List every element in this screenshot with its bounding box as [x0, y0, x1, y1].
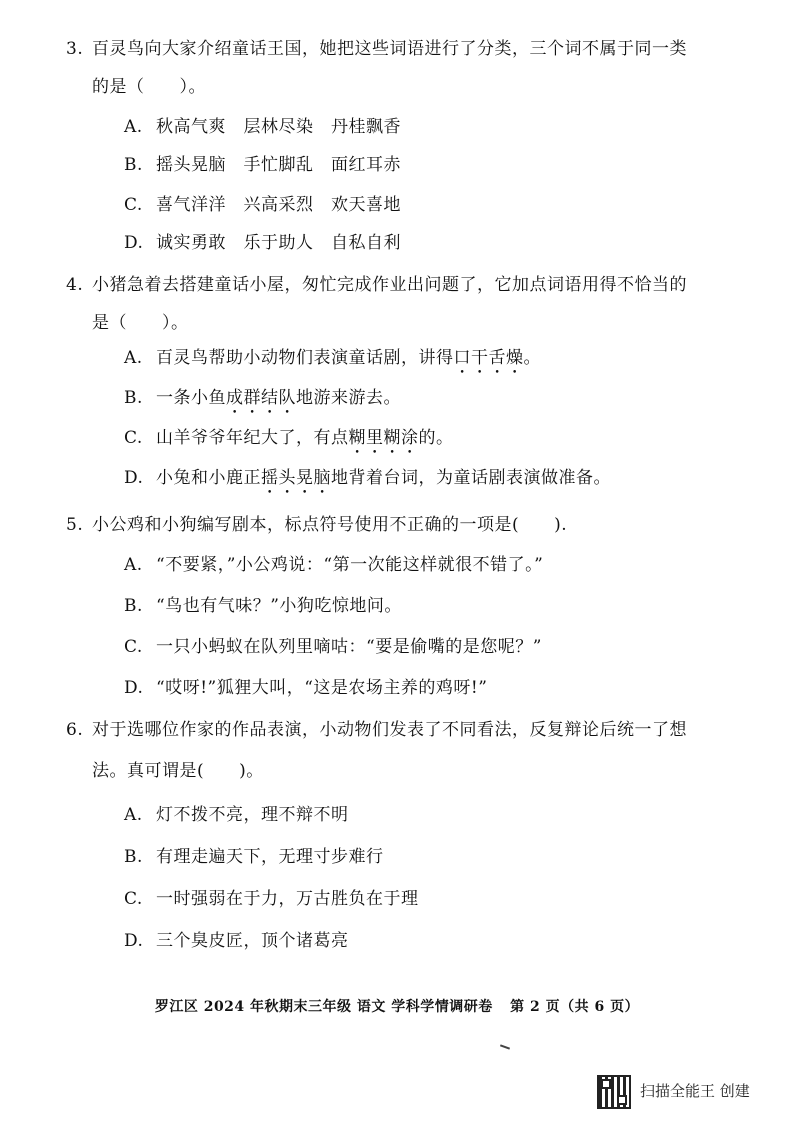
question-text: 的是（ ）。 — [92, 77, 206, 97]
option-label: B. — [124, 596, 143, 616]
page-info: 第 2 页（共 6 页） — [510, 999, 640, 1015]
scan-speck — [500, 1044, 510, 1049]
question-text: 百灵鸟向大家介绍童话王国，她把这些词语进行了分类，三个词不属于同一类 — [92, 39, 687, 59]
qr-code-icon — [597, 1075, 631, 1109]
option-label: D. — [124, 931, 144, 951]
option-text: “不要紧，”小公鸡说：“第一次能这样就很不错了。” — [156, 555, 544, 575]
option-text: 三个臭皮匠，顶个诸葛亮 — [156, 931, 349, 951]
option-label: A. — [124, 555, 143, 575]
option-label: D. — [124, 233, 144, 253]
option-text: 小兔和小鹿正摇头晃脑地背着台词，为童话剧表演做准备。 — [156, 468, 611, 488]
emphasized-phrase: 摇头晃脑 — [261, 468, 331, 488]
question-text: 小公鸡和小狗编写剧本，标点符号使用不正确的一项是( ). — [92, 515, 568, 535]
option-text: 秋高气爽 层林尽染 丹桂飘香 — [156, 117, 401, 137]
option-text: 百灵鸟帮助小动物们表演童话剧，讲得口干舌燥。 — [156, 348, 541, 368]
option-label: A. — [124, 117, 143, 137]
question-text: 小猪急着去搭建童话小屋，匆忙完成作业出问题了，它加点词语用得不恰当的 — [92, 275, 687, 295]
emphasized-phrase: 糊里糊涂 — [348, 428, 419, 448]
option-text: “哎呀!”狐狸大叫，“这是农场主养的鸡呀!” — [156, 678, 488, 698]
option-text: 一只小蚂蚁在队列里嘀咕：“要是偷嘴的是您呢？” — [156, 637, 542, 657]
option-label: D. — [124, 678, 144, 698]
option-label: B. — [124, 847, 143, 867]
option-text: 山羊爷爷年纪大了，有点糊里糊涂的。 — [156, 428, 454, 448]
emphasized-phrase: 成群结队 — [226, 388, 296, 408]
option-label: C. — [124, 428, 143, 448]
question-number: 4. — [66, 275, 84, 295]
option-text: 诚实勇敢 乐于助人 自私自利 — [156, 233, 401, 253]
option-text: 喜气洋洋 兴高采烈 欢天喜地 — [156, 195, 401, 215]
option-text: 一时强弱在于力，万古胜负在于理 — [156, 889, 419, 909]
option-text: 有理走遍天下，无理寸步难行 — [156, 847, 384, 867]
question-text: 是（ ）。 — [92, 313, 189, 333]
question-number: 6. — [66, 720, 84, 740]
question-text: 对于选哪位作家的作品表演，小动物们发表了不同看法，反复辩论后统一了想 — [92, 720, 687, 740]
page-footer — [0, 996, 794, 1016]
option-label: B. — [124, 388, 143, 408]
emphasized-phrase: 口干舌燥 — [453, 348, 524, 368]
option-label: C. — [124, 889, 143, 909]
question-number: 3. — [66, 39, 84, 59]
question-number: 5. — [66, 515, 84, 535]
option-text: “鸟也有气味？”小狗吃惊地问。 — [156, 596, 402, 616]
option-label: C. — [124, 195, 143, 215]
option-label: A. — [124, 348, 143, 368]
option-text: 摇头晃脑 手忙脚乱 面红耳赤 — [156, 155, 401, 175]
question-text: 法。真可谓是( )。 — [92, 761, 264, 781]
option-label: C. — [124, 637, 143, 657]
option-label: D. — [124, 468, 144, 488]
exam-title: 罗江区 2024 年秋期末三年级 语文 学科学情调研卷 — [154, 999, 493, 1015]
option-text: 一条小鱼成群结队地游来游去。 — [156, 388, 401, 408]
option-text: 灯不拨不亮，理不辩不明 — [156, 805, 349, 825]
option-label: B. — [124, 155, 143, 175]
scanner-watermark: 扫描全能王 创建 — [640, 1082, 750, 1100]
option-label: A. — [124, 805, 143, 825]
